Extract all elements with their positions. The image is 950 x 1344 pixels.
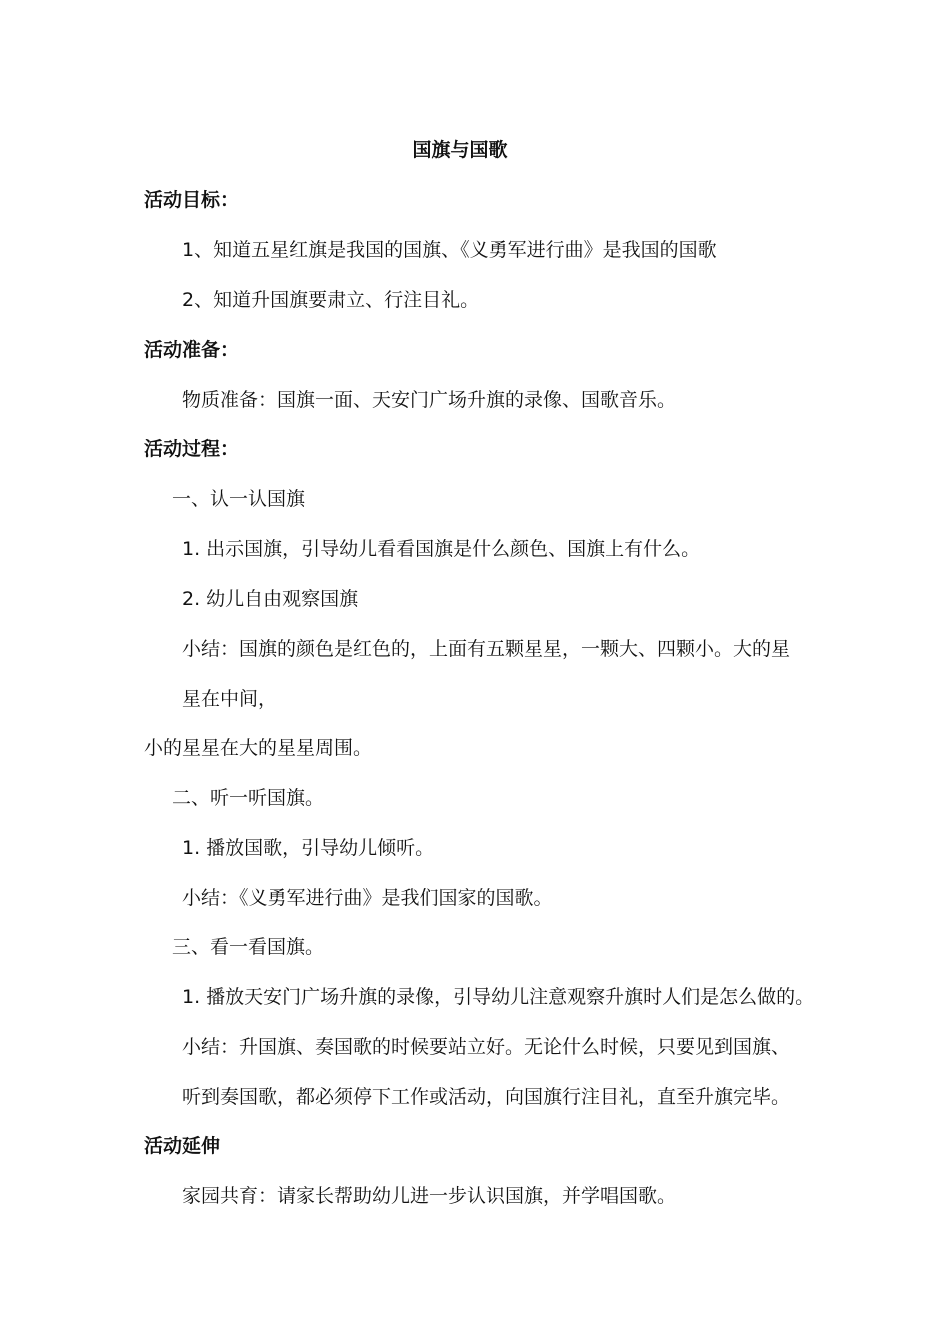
process-step-3: 三、看一看国旗。 [172,936,325,958]
summary-line: 小结：国旗的颜色是红色的，上面有五颗星星，一颗大、四颗小。大的星 [182,638,791,660]
prep-heading: 活动准备： [144,339,240,361]
goal-item-1: 1、知道五星红旗是我国的国旗、《义勇军进行曲》是我国的国歌 [182,239,717,261]
goals-heading: 活动目标： [144,189,240,211]
goal-item-2: 2、知道升国旗要肃立、行注目礼。 [182,289,480,311]
summary-line: 听到奏国歌，都必须停下工作或活动，向国旗行注目礼，直至升旗完毕。 [182,1086,791,1108]
prep-item-1: 物质准备：国旗一面、天安门广场升旗的录像、国歌音乐。 [182,389,677,411]
document-title: 国旗与国歌 [412,139,508,161]
summary-line: 小结：升国旗、奏国歌的时候要站立好。无论什么时候，只要见到国旗、 [182,1036,791,1058]
process-step-2: 二、听一听国旗。 [172,787,325,809]
process-line: 1. 播放天安门广场升旗的录像，引导幼儿注意观察升旗时人们是怎么做的。 [182,986,815,1008]
summary-line: 小结：《义勇军进行曲》是我们国家的国歌。 [182,887,553,909]
extension-heading: 活动延伸 [144,1135,221,1157]
process-heading: 活动过程： [144,438,240,460]
summary-line: 星在中间， [182,688,278,710]
process-line: 1. 播放国歌，引导幼儿倾听。 [182,837,435,859]
process-line: 1. 出示国旗，引导幼儿看看国旗是什么颜色、国旗上有什么。 [182,538,701,560]
extension-item-1: 家园共育：请家长帮助幼儿进一步认识国旗，并学唱国歌。 [182,1185,677,1207]
process-step-1: 一、认一认国旗 [172,488,306,510]
summary-line: 小的星星在大的星星周围。 [144,737,373,759]
process-line: 2. 幼儿自由观察国旗 [182,588,359,610]
